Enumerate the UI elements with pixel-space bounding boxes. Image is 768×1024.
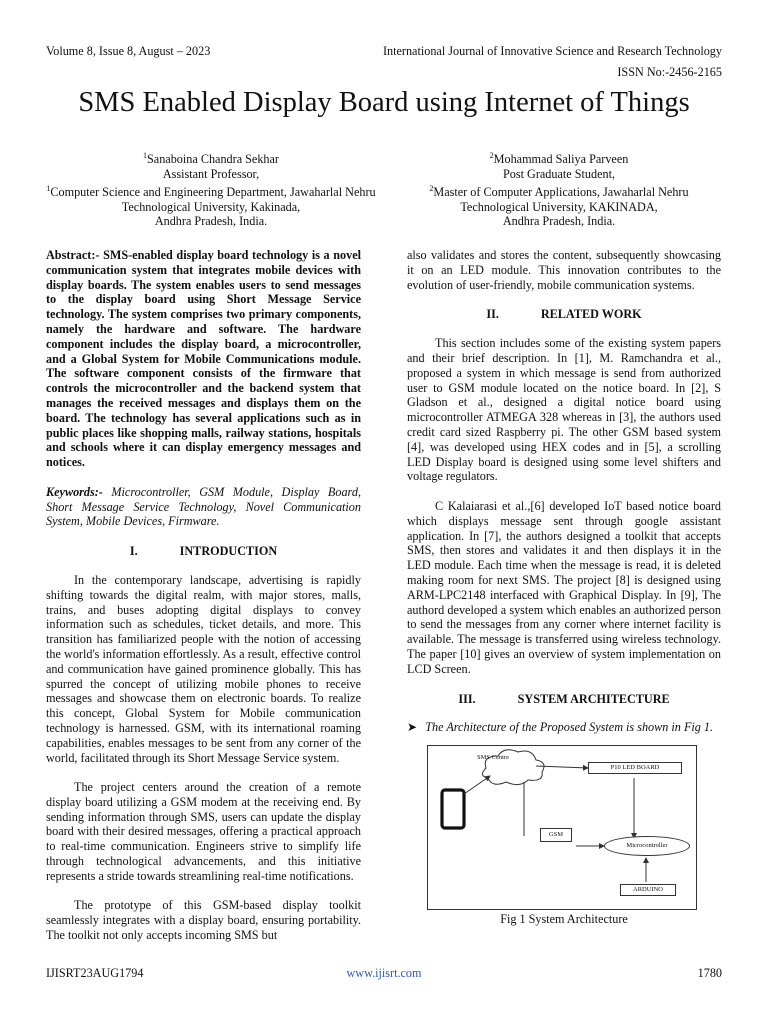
author-1 xyxy=(46,149,376,229)
volume-info: Volume 8, Issue 8, August – 2023 xyxy=(46,44,211,58)
paragraph: The prototype of this GSM-based display toolkit seamlessly integrates with a display board, ensuring portability. The toolkit not only accepts incoming SMS but xyxy=(46,898,361,943)
mobile-phone-icon xyxy=(442,790,464,828)
arduino-box: ARDUINO xyxy=(620,884,676,896)
author-1-affil-sup: 1 xyxy=(46,183,51,193)
abstract: Abstract:- SMS-enabled display board technology is a novel communication system that integrates mobile devices with display boards. The system enables users to send messages to the display board using Short Message Service technology. The system comprises two primary components, namely the hardware and software. The hardware component includes the display board, a microcontroller, and a Global System for Mobile Communications module. The software component consists of the firmware that controls the microcontroller and the backend system that manages the received messages and displays them on the board. The technology has several applications such as in public places like shopping malls, railway stations, hospitals and schools where it can display emergency messages and notices. xyxy=(46,248,361,470)
author-2-affiliation: Master of Computer Applications, Jawaharlal Nehru Technological University, KAKINADA, xyxy=(433,184,689,214)
author-2-location: Andhra Pradesh, India. xyxy=(502,214,616,229)
issn: ISSN No:-2456-2165 xyxy=(617,65,722,79)
bullet-item xyxy=(407,720,721,735)
led-board-box: P10 LED BOARD xyxy=(588,762,682,774)
author-1-sup: 1 xyxy=(143,151,147,160)
section-heading-system-architecture xyxy=(407,692,721,707)
sms-centre-label: SMS Centre xyxy=(477,754,509,762)
section-title: INTRODUCTION xyxy=(179,544,278,559)
author-1-location: Andhra Pradesh, India. xyxy=(154,214,268,229)
author-2-affil-sup: 2 xyxy=(429,183,434,193)
arrow-phone-to-cloud xyxy=(464,776,490,794)
author-2 xyxy=(394,149,724,229)
author-2-sup: 2 xyxy=(489,151,494,160)
author-1-name: Sanaboina Chandra Sekhar xyxy=(147,152,279,167)
keywords-text: Microcontroller, GSM Module, Display Board, Short Message Service Technology, Novel Communication System, Mobile Devices, Firmware. xyxy=(46,484,361,529)
section-number: I. xyxy=(129,544,138,559)
paragraph: also validates and stores the content, subsequently showcasing it on an LED module. This innovation contributes to the evolution of user-friendly, mobile communication systems. xyxy=(407,248,721,292)
author-1-role: Assistant Professor, xyxy=(162,166,260,181)
journal-name: International Journal of Innovative Science and Research Technology xyxy=(382,44,722,58)
section-number: II. xyxy=(486,307,499,322)
author-1-affiliation: Computer Science and Engineering Department, Jawaharlal Nehru Technological University, Kakinada, xyxy=(50,184,376,214)
paragraph: In the contemporary landscape, advertising is rapidly shifting towards the digital realm, with major stores, malls, trains, and buses adopting digital displays to convey information such as schedules, ticket details, and more. This transition has familiarized people with the notion of accessing the world's information effortlessly. As a result, effective control and communication have gained prominence globally. This has spurred the concept of utilizing mobile phones to receive messages and showcase them on electronic boards. To realize this concept, Global System for Mobile communication technology is harnessed. GSM, with its international roaming capabilities, enables messages to be sent from any corner of the world, facilitated through its Short Message Service system. xyxy=(46,572,361,765)
paragraph: The project centers around the creation of a remote display board utilizing a GSM modem at the receiving end. By sending information through SMS, users can update the display board with their desired messages, offering a practical approach to real-time communication. Engineers strive to simplify life through technological advancements, and this initiative represents a stride towards streamlining real-time notifications. xyxy=(46,780,361,883)
figure-caption: Fig 1 System Architecture xyxy=(500,912,628,927)
section-heading-related-work xyxy=(407,307,721,322)
keywords xyxy=(46,485,361,529)
left-column xyxy=(46,248,361,943)
author-2-role: Post Graduate Student, xyxy=(502,166,616,181)
paragraph: This section includes some of the existing system papers and their brief description. In [1], M. Ramchandra et al., proposed a system in which message is send from authorized user to GSM module located on the notice board. In [2], S Gladson et al., designed a digital notice board using microcontroller ATMEGA 328 whereas in [3], the authors used credit card sized Raspberry pi. The other GSM based system [4], was developed using HEX codes and in [5], a scrolling LED Display board is designed using some level shifters and voltage regulators. xyxy=(407,336,721,484)
keywords-label: Keywords:- xyxy=(46,484,103,499)
author-2-name: Mohammad Saliya Parveen xyxy=(493,152,629,167)
paper-title: SMS Enabled Display Board using Internet of Things xyxy=(78,87,690,118)
paragraph: C Kalaiarasi et al.,[6] developed IoT based notice board which displays message sent through google assistant application. In [7], the authors designed a toolkit that accepts SMS, then stores and validates it and then displays it in the LED module. Each time when the message is read, it is deleted making room for next SMS. The project [8] is designed using ARM-LPC2148 interfaced with Graphical Display. In [9], The authord developed a system which enables an authorized person to send the messages from any corner where internet facility is available. The message is transferred using wireless technology. The paper [10] gives an overview of system implementation on LCD Screen. xyxy=(407,498,721,676)
bullet-text: The Architecture of the Proposed System is shown in Fig 1. xyxy=(425,720,714,735)
arrow-bullet-icon: ➤ xyxy=(407,720,418,735)
section-heading-introduction xyxy=(46,544,361,559)
section-title: SYSTEM ARCHITECTURE xyxy=(517,691,670,706)
journal-url-link[interactable]: www.ijisrt.com xyxy=(346,966,422,980)
section-number: III. xyxy=(458,691,476,706)
figure-system-architecture xyxy=(427,745,697,910)
section-title: RELATED WORK xyxy=(540,307,642,322)
page-number: 1780 xyxy=(697,966,722,980)
paper-id: IJISRT23AUG1794 xyxy=(46,966,144,980)
gsm-box: GSM xyxy=(540,828,572,842)
microcontroller-ellipse: Microcontroller xyxy=(604,836,690,856)
led-board-outline xyxy=(524,782,692,794)
right-column xyxy=(407,248,721,927)
